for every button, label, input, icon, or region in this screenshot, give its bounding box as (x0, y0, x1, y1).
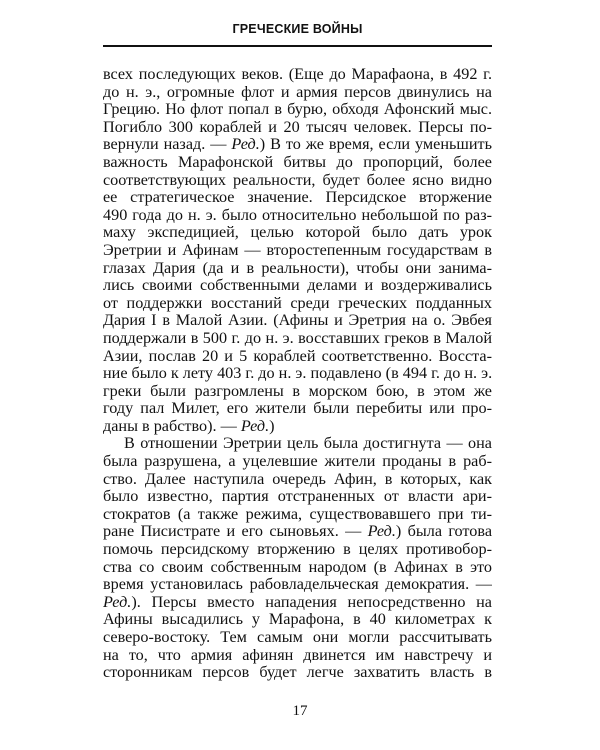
text-line: на то, что армия афинян двинется им навстречу и (103, 646, 492, 664)
text-line: Азии, послав 20 и 5 кораблей соответственно. Восста- (103, 347, 492, 365)
text-line: ране Писистрате и его сыновьях. — Ред.) была готова (103, 523, 492, 541)
editor-note-mark: Ред. (103, 593, 132, 611)
text-line: вернули назад. — Ред.) В то же время, если уменьшить (103, 136, 492, 154)
text-line: ство. Далее наступила очередь Афин, в которых, как (103, 470, 492, 488)
editor-note-mark: Ред. (240, 417, 270, 435)
text-line: стократов (а также режима, существовавшего при ти- (103, 505, 492, 523)
text-line: Эретрии и Афинам — второстепенным государствам в (103, 241, 492, 259)
page-body-text (103, 66, 492, 682)
text-line: от поддержки восстаний среди греческих подданных (103, 294, 492, 312)
text-line: была разрушена, а уцелевшие жители проданы в раб- (103, 453, 492, 471)
text-line: году пал Милет, его жители были перебиты или про- (103, 400, 492, 418)
text-line: глазах Дария (да и в реальности), чтобы они занима- (103, 259, 492, 277)
text-line: Грецию. Но флот попал в бурю, обходя Афонский мыс. (103, 101, 492, 119)
text-line: важность Марафонской битвы до пропорций, более (103, 153, 492, 171)
text-line: греки были разгромлены в морском бою, в этом же (103, 382, 492, 400)
text-line: маху экспедицией, целью которой было дать урок (103, 224, 492, 242)
header-rule (103, 45, 492, 47)
text-line: ее стратегическое значение. Персидское вторжение (103, 189, 492, 207)
text-line: сторонникам персов будет легче захватить власть в (103, 664, 492, 682)
text-line: даны в рабство). — Ред.) (103, 417, 275, 435)
running-header: ГРЕЧЕСКИЕ ВОЙНЫ (232, 22, 363, 36)
text-line: Ред.). Персы вместо нападения непосредственно на (103, 593, 492, 611)
text-line: до н. э., огромные флот и армия персов двинулись на (103, 83, 492, 101)
text-line: ние было к лету 403 г. до н. э. подавлено (в 494 г. до н. э. (103, 365, 492, 383)
text-line: было известно, партия отстраненных от власти ари- (103, 488, 492, 506)
text-line: Дария I в Малой Азии. (Афины и Эретрия на о. Эвбея (103, 312, 492, 330)
text-line: всех последующих веков. (Еще до Марафаона, в 492 г. (103, 66, 492, 83)
page-number: 17 (292, 703, 308, 719)
text-line: поддержали в 500 г. до н. э. восставших греков в Малой (103, 329, 492, 347)
text-line: Погибло 300 кораблей и 20 тысяч человек. Персы по- (103, 118, 492, 136)
text-line: время установилась рабовладельческая демократия. — (103, 576, 492, 594)
text-line: лись своими собственными делами и воздерживались (103, 277, 492, 295)
editor-note-mark: Ред. (367, 523, 396, 541)
text-line: соответствующих реальности, будет более ясно видно (103, 171, 492, 189)
text-line: помочь персидскому вторжению в целях противобор- (103, 541, 492, 559)
text-line: Афины высадились у Марафона, в 40 километрах к (103, 611, 492, 629)
text-line: 490 года до н. э. было относительно небольшой по раз- (103, 206, 492, 224)
text-line: северо-востоку. Тем самым они могли рассчитывать (103, 629, 492, 646)
text-line: В отношении Эретрии цель была достигнута — она (124, 435, 492, 453)
editor-note-mark: Ред. (231, 136, 260, 154)
text-line: ства со своим собственным народом (в Афинах в это (103, 558, 492, 576)
